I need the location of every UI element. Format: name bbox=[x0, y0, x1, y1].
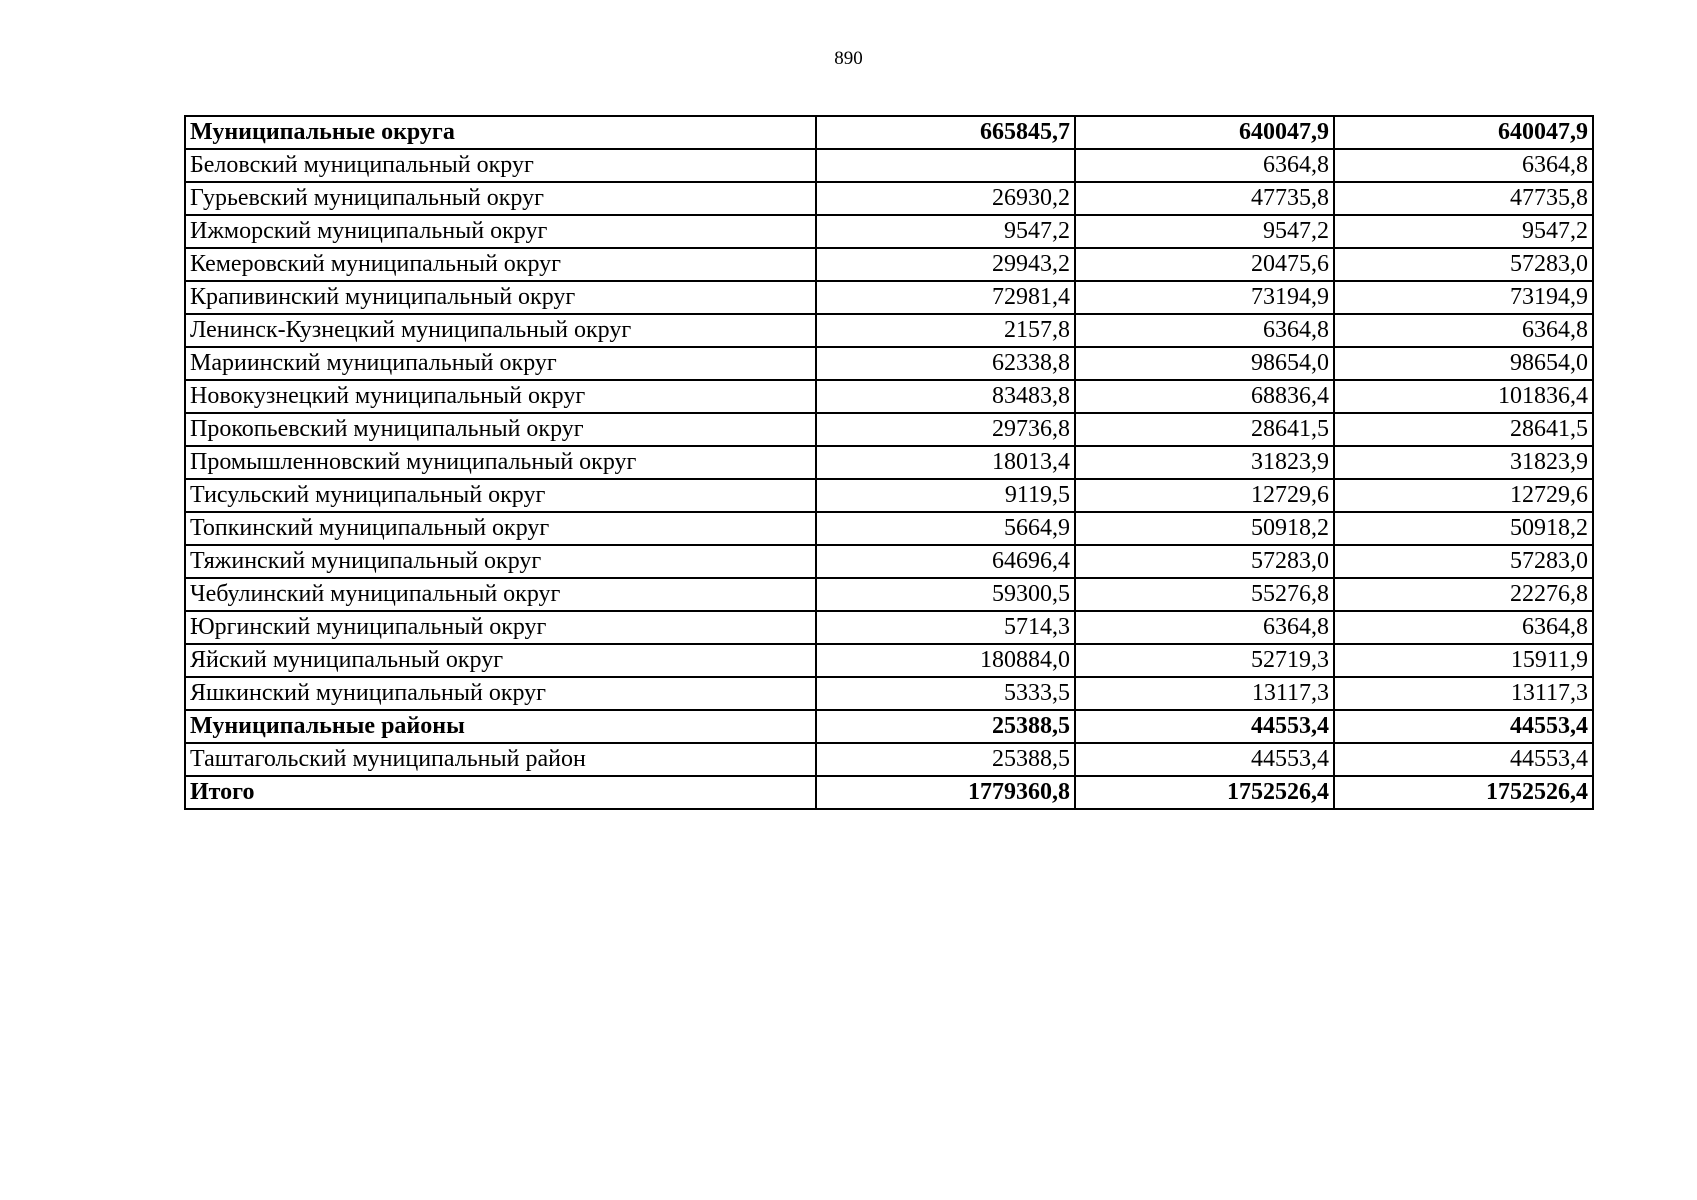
row-name: Мариинский муниципальный округ bbox=[185, 347, 816, 380]
row-value-2: 50918,2 bbox=[1075, 512, 1334, 545]
table-row bbox=[185, 215, 1593, 248]
row-value-1: 64696,4 bbox=[816, 545, 1075, 578]
row-value-1: 665845,7 bbox=[816, 116, 1075, 149]
table-row bbox=[185, 611, 1593, 644]
row-value-3: 31823,9 bbox=[1334, 446, 1593, 479]
row-value-3: 13117,3 bbox=[1334, 677, 1593, 710]
row-name: Промышленновский муниципальный округ bbox=[185, 446, 816, 479]
row-name: Топкинский муниципальный округ bbox=[185, 512, 816, 545]
row-value-2: 68836,4 bbox=[1075, 380, 1334, 413]
row-name: Кемеровский муниципальный округ bbox=[185, 248, 816, 281]
row-name: Чебулинский муниципальный округ bbox=[185, 578, 816, 611]
row-value-3: 98654,0 bbox=[1334, 347, 1593, 380]
row-value-2: 20475,6 bbox=[1075, 248, 1334, 281]
row-value-2: 31823,9 bbox=[1075, 446, 1334, 479]
row-value-2: 640047,9 bbox=[1075, 116, 1334, 149]
row-value-2: 57283,0 bbox=[1075, 545, 1334, 578]
row-value-1: 62338,8 bbox=[816, 347, 1075, 380]
row-value-2: 9547,2 bbox=[1075, 215, 1334, 248]
table-row bbox=[185, 677, 1593, 710]
table-row bbox=[185, 380, 1593, 413]
row-value-1: 29943,2 bbox=[816, 248, 1075, 281]
row-value-1: 9547,2 bbox=[816, 215, 1075, 248]
table-row bbox=[185, 314, 1593, 347]
row-value-2: 6364,8 bbox=[1075, 611, 1334, 644]
page-number: 890 bbox=[834, 48, 863, 69]
row-value-2: 28641,5 bbox=[1075, 413, 1334, 446]
row-value-1: 72981,4 bbox=[816, 281, 1075, 314]
row-value-1: 29736,8 bbox=[816, 413, 1075, 446]
row-value-1: 18013,4 bbox=[816, 446, 1075, 479]
row-value-1: 26930,2 bbox=[816, 182, 1075, 215]
row-value-3: 6364,8 bbox=[1334, 611, 1593, 644]
row-value-2: 13117,3 bbox=[1075, 677, 1334, 710]
budget-table bbox=[184, 115, 1594, 810]
row-value-3: 12729,6 bbox=[1334, 479, 1593, 512]
row-name: Крапивинский муниципальный округ bbox=[185, 281, 816, 314]
row-value-3: 101836,4 bbox=[1334, 380, 1593, 413]
row-value-1: 9119,5 bbox=[816, 479, 1075, 512]
row-value-2: 73194,9 bbox=[1075, 281, 1334, 314]
row-value-3: 22276,8 bbox=[1334, 578, 1593, 611]
row-name: Тяжинский муниципальный округ bbox=[185, 545, 816, 578]
row-value-1: 25388,5 bbox=[816, 710, 1075, 743]
row-value-1: 5714,3 bbox=[816, 611, 1075, 644]
row-name: Итого bbox=[185, 776, 816, 809]
row-name: Тисульский муниципальный округ bbox=[185, 479, 816, 512]
row-value-1 bbox=[816, 149, 1075, 182]
table-row bbox=[185, 347, 1593, 380]
row-name: Новокузнецкий муниципальный округ bbox=[185, 380, 816, 413]
row-value-3: 44553,4 bbox=[1334, 743, 1593, 776]
row-value-3: 640047,9 bbox=[1334, 116, 1593, 149]
table-row bbox=[185, 281, 1593, 314]
table-row bbox=[185, 644, 1593, 677]
table-row bbox=[185, 413, 1593, 446]
row-value-2: 44553,4 bbox=[1075, 710, 1334, 743]
row-value-1: 1779360,8 bbox=[816, 776, 1075, 809]
row-value-2: 1752526,4 bbox=[1075, 776, 1334, 809]
row-value-3: 28641,5 bbox=[1334, 413, 1593, 446]
row-value-2: 55276,8 bbox=[1075, 578, 1334, 611]
row-value-1: 2157,8 bbox=[816, 314, 1075, 347]
row-value-2: 52719,3 bbox=[1075, 644, 1334, 677]
table-row bbox=[185, 743, 1593, 776]
table-row bbox=[185, 545, 1593, 578]
table-row bbox=[185, 776, 1593, 809]
row-value-3: 6364,8 bbox=[1334, 314, 1593, 347]
table-row bbox=[185, 446, 1593, 479]
row-name: Ижморский муниципальный округ bbox=[185, 215, 816, 248]
row-name: Гурьевский муниципальный округ bbox=[185, 182, 816, 215]
table-row bbox=[185, 116, 1593, 149]
table-row bbox=[185, 710, 1593, 743]
row-value-3: 50918,2 bbox=[1334, 512, 1593, 545]
row-value-1: 25388,5 bbox=[816, 743, 1075, 776]
row-name: Беловский муниципальный округ bbox=[185, 149, 816, 182]
row-value-1: 5664,9 bbox=[816, 512, 1075, 545]
table-row bbox=[185, 512, 1593, 545]
table-row bbox=[185, 182, 1593, 215]
row-value-2: 6364,8 bbox=[1075, 149, 1334, 182]
row-value-1: 5333,5 bbox=[816, 677, 1075, 710]
row-value-3: 6364,8 bbox=[1334, 149, 1593, 182]
row-name: Прокопьевский муниципальный округ bbox=[185, 413, 816, 446]
row-value-3: 44553,4 bbox=[1334, 710, 1593, 743]
row-value-3: 15911,9 bbox=[1334, 644, 1593, 677]
row-value-2: 98654,0 bbox=[1075, 347, 1334, 380]
row-value-3: 9547,2 bbox=[1334, 215, 1593, 248]
table-row bbox=[185, 578, 1593, 611]
row-value-1: 59300,5 bbox=[816, 578, 1075, 611]
table-row bbox=[185, 149, 1593, 182]
row-value-3: 57283,0 bbox=[1334, 545, 1593, 578]
row-value-2: 12729,6 bbox=[1075, 479, 1334, 512]
row-value-1: 180884,0 bbox=[816, 644, 1075, 677]
row-name: Муниципальные районы bbox=[185, 710, 816, 743]
row-name: Яйский муниципальный округ bbox=[185, 644, 816, 677]
row-value-2: 47735,8 bbox=[1075, 182, 1334, 215]
table-row bbox=[185, 479, 1593, 512]
row-name: Яшкинский муниципальный округ bbox=[185, 677, 816, 710]
row-name: Ленинск-Кузнецкий муниципальный округ bbox=[185, 314, 816, 347]
row-name: Юргинский муниципальный округ bbox=[185, 611, 816, 644]
budget-table-body bbox=[185, 116, 1593, 809]
row-value-2: 6364,8 bbox=[1075, 314, 1334, 347]
row-value-1: 83483,8 bbox=[816, 380, 1075, 413]
row-value-2: 44553,4 bbox=[1075, 743, 1334, 776]
table-row bbox=[185, 248, 1593, 281]
row-value-3: 47735,8 bbox=[1334, 182, 1593, 215]
row-value-3: 73194,9 bbox=[1334, 281, 1593, 314]
row-name: Таштагольский муниципальный район bbox=[185, 743, 816, 776]
row-value-3: 1752526,4 bbox=[1334, 776, 1593, 809]
row-value-3: 57283,0 bbox=[1334, 248, 1593, 281]
row-name: Муниципальные округа bbox=[185, 116, 816, 149]
